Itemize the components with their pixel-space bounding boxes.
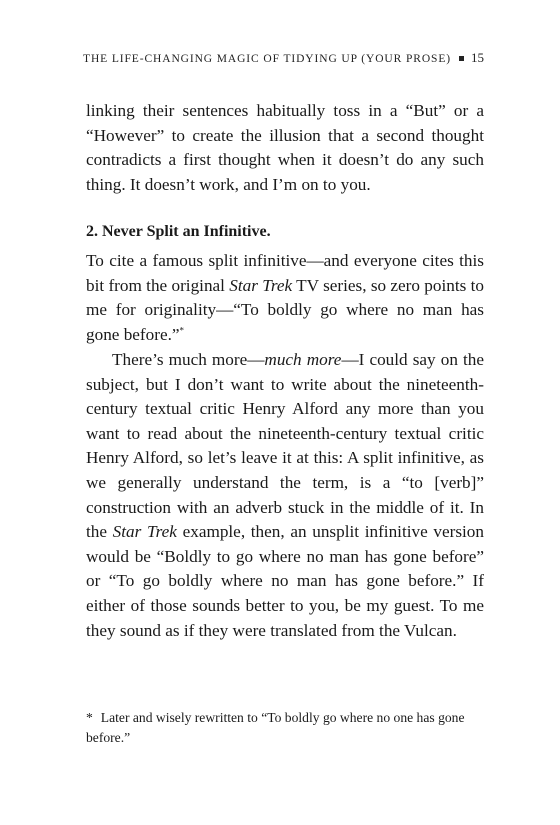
- text-run: TV series, so zero points to me for originality—“To boldly go where no man has gone before.”: [86, 275, 484, 344]
- footnote-text: Later and wisely rewritten to “To boldly go where no one has gone before.”: [86, 710, 465, 745]
- paragraph-split-infinitive-body: [86, 348, 484, 643]
- footnote-mark: *: [86, 710, 93, 725]
- italic-emphasis: much more: [264, 350, 342, 369]
- paragraph-continuation: [86, 99, 484, 197]
- page-number: 15: [471, 50, 484, 65]
- bullet-separator-icon: [459, 56, 464, 61]
- italic-title: Star Trek: [229, 275, 293, 295]
- text-run: There’s much more—: [112, 350, 265, 369]
- paragraph-text: linking their sentences habitually toss in a “But” or a “However” to create the illusion that a second thought contradicts a first thought when it doesn’t do any such thing. It doesn’t work, and I’m on to you.: [86, 101, 484, 194]
- footnote: [86, 708, 484, 748]
- paragraph-split-infinitive-intro: [86, 249, 484, 347]
- section-heading: 2. Never Split an Infinitive.: [86, 223, 271, 240]
- paragraph-text: [86, 348, 484, 643]
- text-run: example, then, an unsplit infinitive version would be “Boldly to go where no man has gone before” or “To go boldly where no man has gone before.” If either of those sounds better to you, be my guest. To me they sound as if they were translated from the Vulcan.: [86, 522, 484, 640]
- text-run: —I could say on the subject, but I don’t want to write about the nineteenth-century textual critic Henry Alford any more than you want to read about the nineteenth-century textual critic Henry Alford, so let’s leave it at this: A split infinitive, as we generally understand the term, is a “to [verb]” construction with an adverb stuck in the middle of it. In the: [86, 350, 484, 542]
- running-head: [83, 50, 484, 66]
- text-run: To cite a famous split infinitive—and everyone cites this bit from the original: [86, 251, 484, 295]
- paragraph-text: [86, 249, 484, 347]
- running-head-title: THE LIFE-CHANGING MAGIC OF TIDYING UP (YOUR PROSE): [83, 53, 451, 65]
- footnote-reference[interactable]: *: [179, 325, 185, 336]
- italic-title: Star Trek: [112, 522, 177, 542]
